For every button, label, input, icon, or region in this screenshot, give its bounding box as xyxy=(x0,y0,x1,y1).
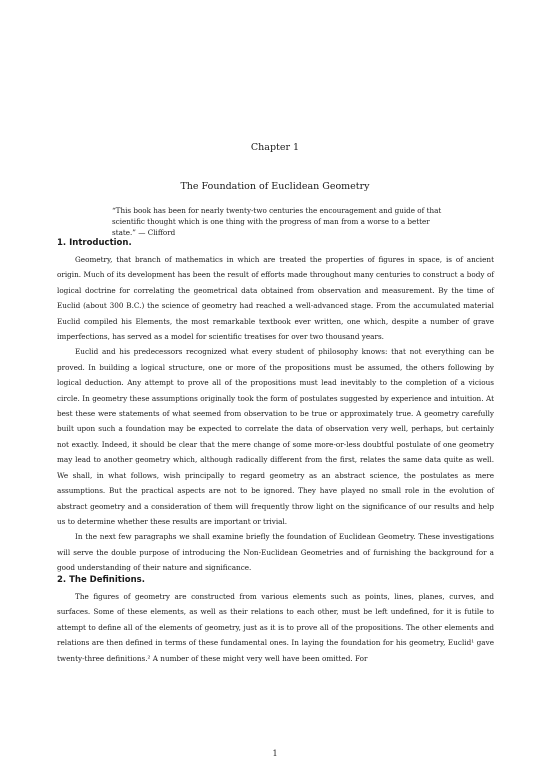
paragraph: Euclid and his predecessors recognized what every student of philosophy knows: that not everything can be proved. In building a logical structure, one or more of the propositions must be assumed, the others following by logical deduction. Any attempt to prove all of the propositions must lead inevitably to the completion of a vicious circle. In geometry these assumptions originally took the form of postulates suggested by experience and intuition. At best these were statements of what seemed from observation to be true or approximately true. A geometry carefully built upon such a foundation may be expected to correlate the data of observation very well, perhaps, but certainly not exactly. Indeed, it should be clear that the mere change of some more-or-less doubtful postulate of one geometry may lead to another geometry which, although radically different from the first, relates the same data quite as well. We shall, in what follows, wish principally to regard geometry as an abstract science, the postulates as mere assumptions. But the practical aspects are not to be ignored. They have played no small role in the evolution of abstract geometry and a consideration of them will frequently throw light on the significance of our results and help us to determine whether these results are important or trivial. xyxy=(57,347,494,526)
paragraph: Geometry, that branch of mathematics in which are treated the properties of figures in space, is of ancient origin. Much of its development has been the result of efforts made throughout many centuries to construct a body of logical doctrine for correlating the geometrical data obtained from observation and measurement. By the time of Euclid (about 300 B.C.) the science of geometry had reached a well-advanced stage. From the accumulated material Euclid compiled his Elements, the most remarkable textbook ever written, one which, despite a number of grave imperfections, has served as a model for scientific treatises for over two thousand years. xyxy=(57,255,494,342)
epigraph-quote: “This book has been for nearly twenty-two centuries the encouragement and guide of that scientific thought which is one thing with the progress of man from a worse to a better state.” — Clifford xyxy=(112,206,442,237)
section-heading: 1. Introduction. xyxy=(57,238,132,248)
page-number: 1 xyxy=(272,749,278,758)
paragraph: The figures of geometry are constructed from various elements such as points, lines, planes, curves, and surfaces. Some of these elements, as well as their relations to each other, must be left undefined, for it is futile to attempt to define all of the elements of geometry, just as it is to prove all of the propositions. The other elements and relations are then defined in terms of these fundamental ones. In laying the foundation for his geometry, Euclid¹ gave twenty-three definitions.² A number of these might very well have been omitted. For xyxy=(57,592,494,663)
section-definitions xyxy=(57,575,494,666)
section-heading: 2. The Definitions. xyxy=(57,575,145,585)
section-introduction xyxy=(57,238,494,576)
chapter-label: Chapter 1 xyxy=(250,142,300,153)
paragraph: In the next few paragraphs we shall examine briefly the foundation of Euclidean Geometry. These investigations will serve the double purpose of introducing the Non-Euclidean Geometries and of furnishing the background for a good understanding of their nature and significance. xyxy=(57,532,494,573)
chapter-title: The Foundation of Euclidean Geometry xyxy=(180,181,370,192)
